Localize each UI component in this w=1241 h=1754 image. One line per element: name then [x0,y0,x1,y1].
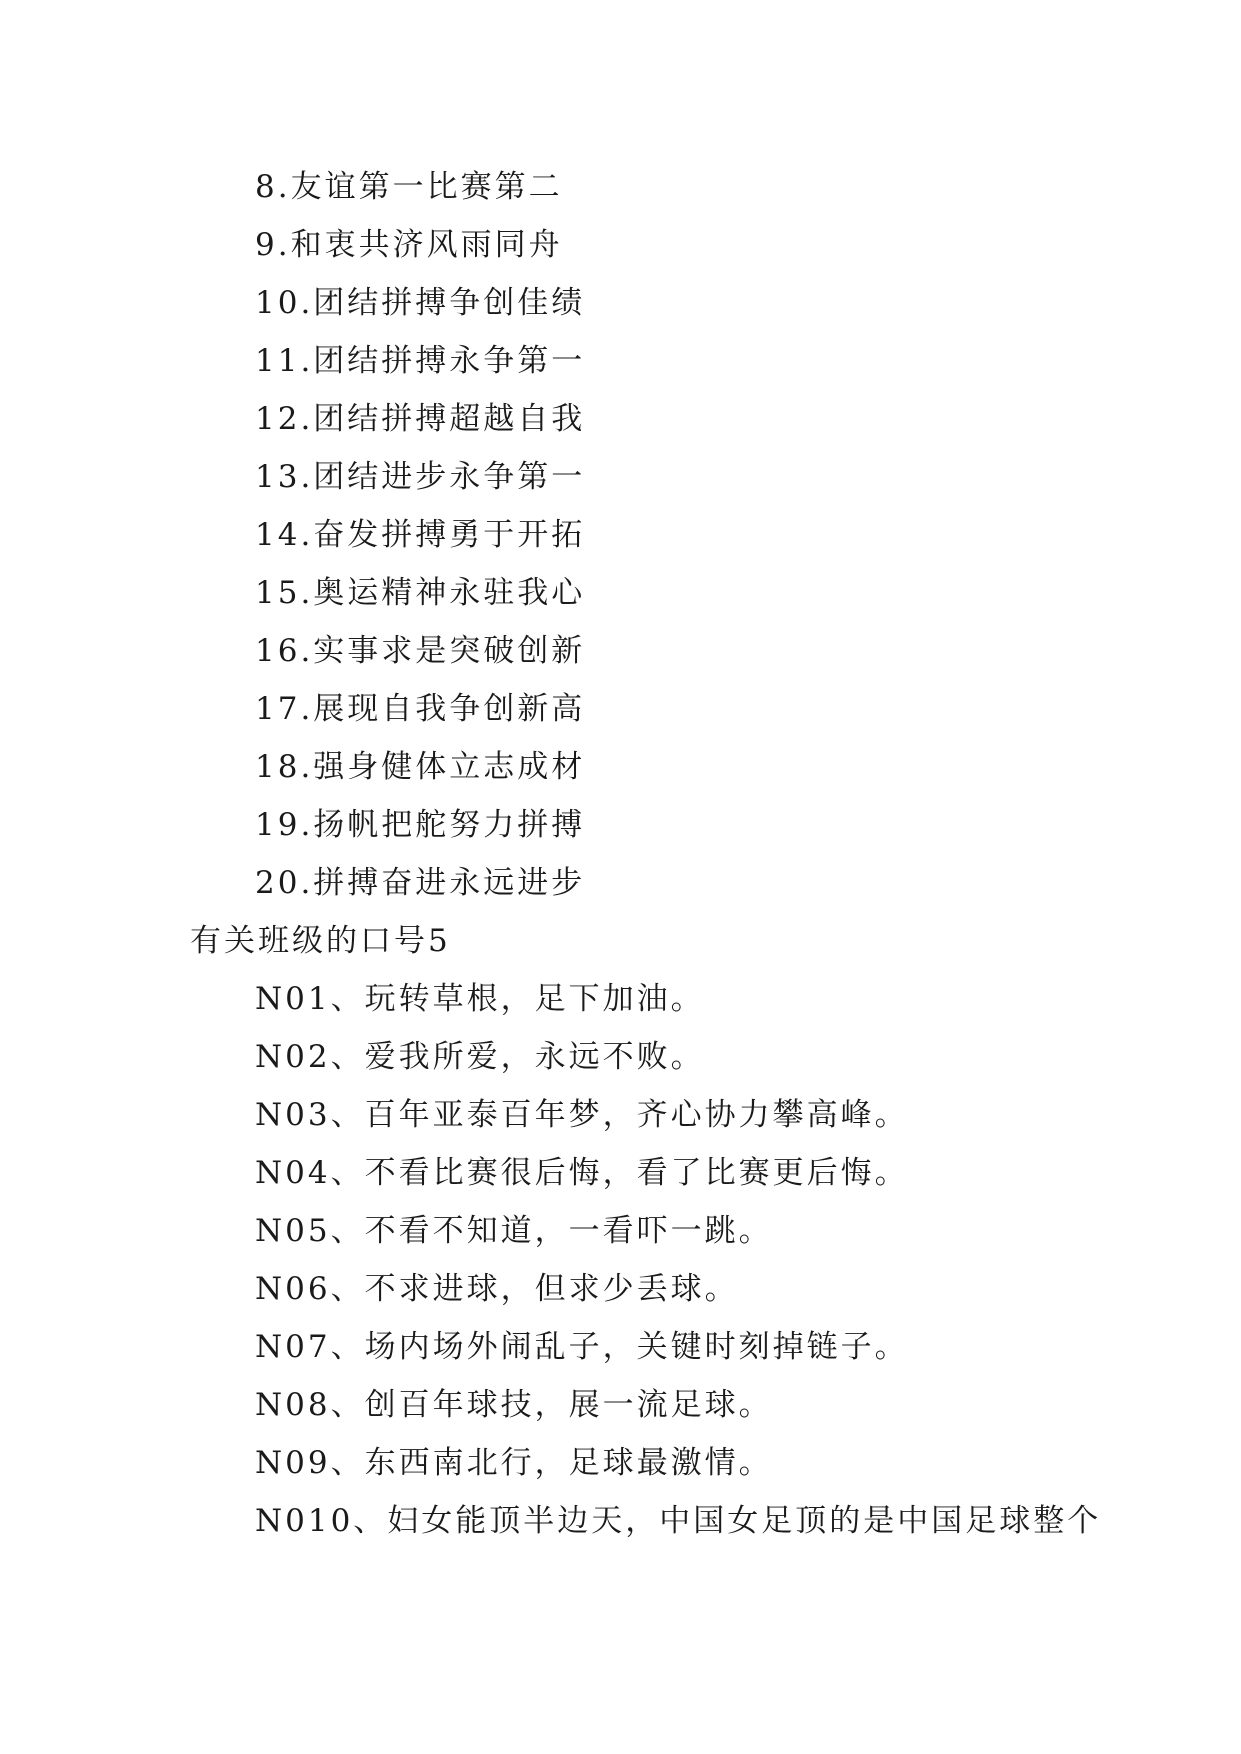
slogan-line: 8.友谊第一比赛第二 [255,169,563,205]
slogan-line: N03、百年亚泰百年梦，齐心协力攀高峰。 [255,1097,909,1133]
section-heading: 有关班级的口号5 [190,923,451,959]
slogan-line: 13.团结进步永争第一 [255,459,586,495]
slogan-line: N04、不看比赛很后悔，看了比赛更后悔。 [255,1155,909,1191]
slogan-line: N01、玩转草根，足下加油。 [255,981,705,1017]
slogan-line: 17.展现自我争创新高 [255,691,586,727]
document-body [0,158,1241,1550]
slogan-line: N05、不看不知道，一看吓一跳。 [255,1213,773,1249]
slogan-line: N02、爱我所爱，永远不败。 [255,1039,705,1075]
slogan-line: N08、创百年球技，展一流足球。 [255,1387,773,1423]
slogan-line: 12.团结拼搏超越自我 [255,401,586,437]
slogan-line: 20.拼搏奋进永远进步 [255,865,586,901]
slogan-line: 18.强身健体立志成材 [255,749,586,785]
slogan-line: N09、东西南北行，足球最激情。 [255,1445,773,1481]
slogan-line: 15.奥运精神永驻我心 [255,575,586,611]
slogan-line: N06、不求进球，但求少丢球。 [255,1271,739,1307]
slogan-line: 10.团结拼搏争创佳绩 [255,285,586,321]
slogan-line: 14.奋发拼搏勇于开拓 [255,517,586,553]
slogan-line: 9.和衷共济风雨同舟 [255,227,563,263]
slogan-line: 19.扬帆把舵努力拼搏 [255,807,586,843]
slogan-line: 16.实事求是突破创新 [255,633,586,669]
slogan-line: 11.团结拼搏永争第一 [255,343,586,379]
slogan-line: N010、妇女能顶半边天，中国女足顶的是中国足球整个 [255,1503,1102,1539]
slogan-line: N07、场内场外闹乱子，关键时刻掉链子。 [255,1329,909,1365]
